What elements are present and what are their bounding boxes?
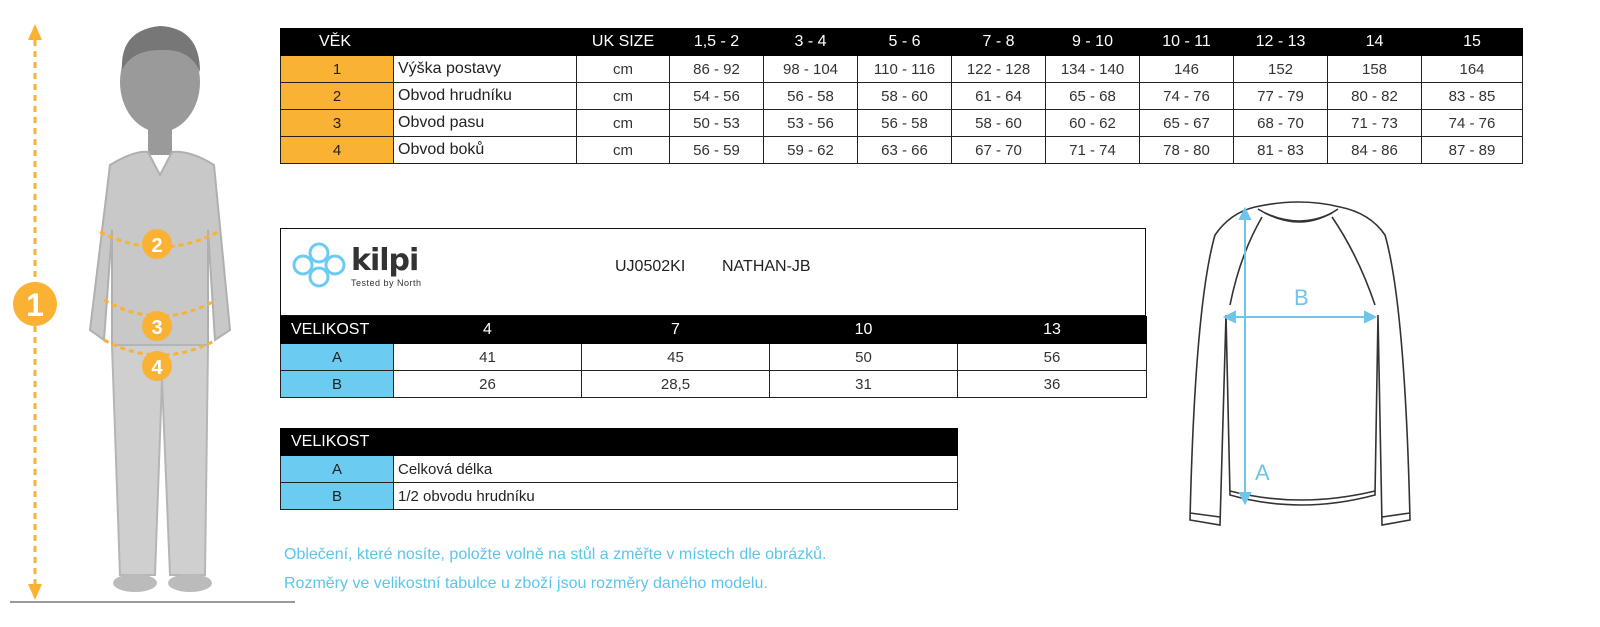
table-cell: 58 - 60	[952, 110, 1046, 137]
table-cell: 36	[958, 371, 1147, 398]
table-cell: 31	[770, 371, 958, 398]
table-cell: 74 - 76	[1422, 110, 1523, 137]
age-col-header: 9 - 10	[1046, 29, 1140, 56]
table-cell: 81 - 83	[1234, 137, 1328, 164]
row-number: 2	[281, 83, 394, 110]
table-cell: 50 - 53	[670, 110, 764, 137]
table-cell: 98 - 104	[764, 56, 858, 83]
age-col-header: 10 - 11	[1140, 29, 1234, 56]
row-letter: B	[281, 371, 394, 398]
table-cell: 61 - 64	[952, 83, 1046, 110]
table-cell: 78 - 80	[1140, 137, 1234, 164]
table-cell: 26	[394, 371, 582, 398]
age-col-header: 15	[1422, 29, 1523, 56]
table-cell: 28,5	[582, 371, 770, 398]
model-size-table	[280, 316, 1147, 398]
row-unit: cm	[577, 137, 670, 164]
age-col-header: 3 - 4	[764, 29, 858, 56]
svg-text:4: 4	[151, 357, 163, 379]
shirt-diagram	[1170, 195, 1430, 550]
age-header-label: VĚK	[281, 29, 577, 56]
table-cell: 41	[394, 344, 582, 371]
note-line: Oblečení, které nosíte, položte volně na stůl a změřte v místech dle obrázků.	[284, 546, 827, 563]
size-table-header	[281, 317, 1147, 344]
table-cell: 83 - 85	[1422, 83, 1523, 110]
size-col-header: 10	[770, 317, 958, 344]
table-cell: 84 - 86	[1328, 137, 1422, 164]
table-cell: 152	[1234, 56, 1328, 83]
table-cell: 53 - 56	[764, 110, 858, 137]
product-header-box	[280, 228, 1146, 316]
age-col-header: 7 - 8	[952, 29, 1046, 56]
table-row	[281, 83, 1523, 110]
table-cell: 68 - 70	[1234, 110, 1328, 137]
table-row	[281, 110, 1523, 137]
child-figure	[0, 0, 300, 627]
row-letter: B	[281, 483, 394, 510]
row-number: 1	[281, 56, 394, 83]
size-col-header: 7	[582, 317, 770, 344]
table-cell: 146	[1140, 56, 1234, 83]
table-cell: 65 - 68	[1046, 83, 1140, 110]
shirt-label-a: A	[1255, 460, 1270, 485]
product-code: UJ0502KI	[615, 258, 686, 275]
table-row	[281, 483, 958, 510]
age-col-header: 5 - 6	[858, 29, 952, 56]
product-name: NATHAN-JB	[722, 258, 811, 275]
table-cell: 56 - 58	[858, 110, 952, 137]
row-number: 4	[281, 137, 394, 164]
row-letter: A	[281, 344, 394, 371]
table-cell: 54 - 56	[670, 83, 764, 110]
legend-header-label: VELIKOST	[281, 429, 958, 456]
table-row	[281, 371, 1147, 398]
size-col-header: 4	[394, 317, 582, 344]
svg-text:3: 3	[151, 317, 163, 339]
table-cell: 59 - 62	[764, 137, 858, 164]
table-row	[281, 137, 1523, 164]
table-cell: 56 - 59	[670, 137, 764, 164]
row-label: Výška postavy	[394, 56, 577, 83]
svg-text:2: 2	[151, 235, 163, 257]
row-unit: cm	[577, 83, 670, 110]
table-cell: 86 - 92	[670, 56, 764, 83]
age-table-header	[281, 29, 1523, 56]
row-label: Obvod hrudníku	[394, 83, 577, 110]
row-label: Obvod boků	[394, 137, 577, 164]
table-cell: 77 - 79	[1234, 83, 1328, 110]
table-cell: 158	[1328, 56, 1422, 83]
table-cell: 50	[770, 344, 958, 371]
age-col-header: 1,5 - 2	[670, 29, 764, 56]
table-cell: 80 - 82	[1328, 83, 1422, 110]
age-col-header: 12 - 13	[1234, 29, 1328, 56]
table-row	[281, 344, 1147, 371]
svg-text:1: 1	[26, 287, 44, 323]
table-cell: 56	[958, 344, 1147, 371]
table-cell: 87 - 89	[1422, 137, 1523, 164]
brand-tagline: Tested by North	[351, 278, 422, 288]
shirt-label-b: B	[1294, 285, 1309, 310]
table-cell: 71 - 73	[1328, 110, 1422, 137]
note-line: Rozměry ve velikostní tabulce u zboží jsou rozměry daného modelu.	[284, 575, 768, 592]
table-cell: 134 - 140	[1046, 56, 1140, 83]
table-cell: 60 - 62	[1046, 110, 1140, 137]
table-cell: 65 - 67	[1140, 110, 1234, 137]
measurement-legend-table	[280, 428, 958, 510]
table-cell: 67 - 70	[952, 137, 1046, 164]
row-unit: cm	[577, 110, 670, 137]
table-cell: 56 - 58	[764, 83, 858, 110]
row-letter: A	[281, 456, 394, 483]
table-cell: 74 - 76	[1140, 83, 1234, 110]
age-col-header: 14	[1328, 29, 1422, 56]
age-size-table	[280, 28, 1523, 164]
table-cell: 71 - 74	[1046, 137, 1140, 164]
legend-text: Celková délka	[394, 456, 958, 483]
table-row	[281, 456, 958, 483]
row-number: 3	[281, 110, 394, 137]
table-cell: 63 - 66	[858, 137, 952, 164]
size-col-header: 13	[958, 317, 1147, 344]
table-row	[281, 56, 1523, 83]
row-unit: cm	[577, 56, 670, 83]
table-cell: 58 - 60	[858, 83, 952, 110]
size-header-label: VELIKOST	[281, 317, 394, 344]
row-label: Obvod pasu	[394, 110, 577, 137]
legend-text: 1/2 obvodu hrudníku	[394, 483, 958, 510]
brand-logo	[351, 243, 422, 288]
table-cell: 122 - 128	[952, 56, 1046, 83]
table-cell: 164	[1422, 56, 1523, 83]
table-cell: 45	[582, 344, 770, 371]
uk-size-header: UK SIZE	[577, 29, 670, 56]
table-cell: 110 - 116	[858, 56, 952, 83]
kilpi-knot-icon	[289, 241, 349, 289]
legend-header	[281, 429, 958, 456]
brand-name: kilpi	[351, 243, 419, 278]
